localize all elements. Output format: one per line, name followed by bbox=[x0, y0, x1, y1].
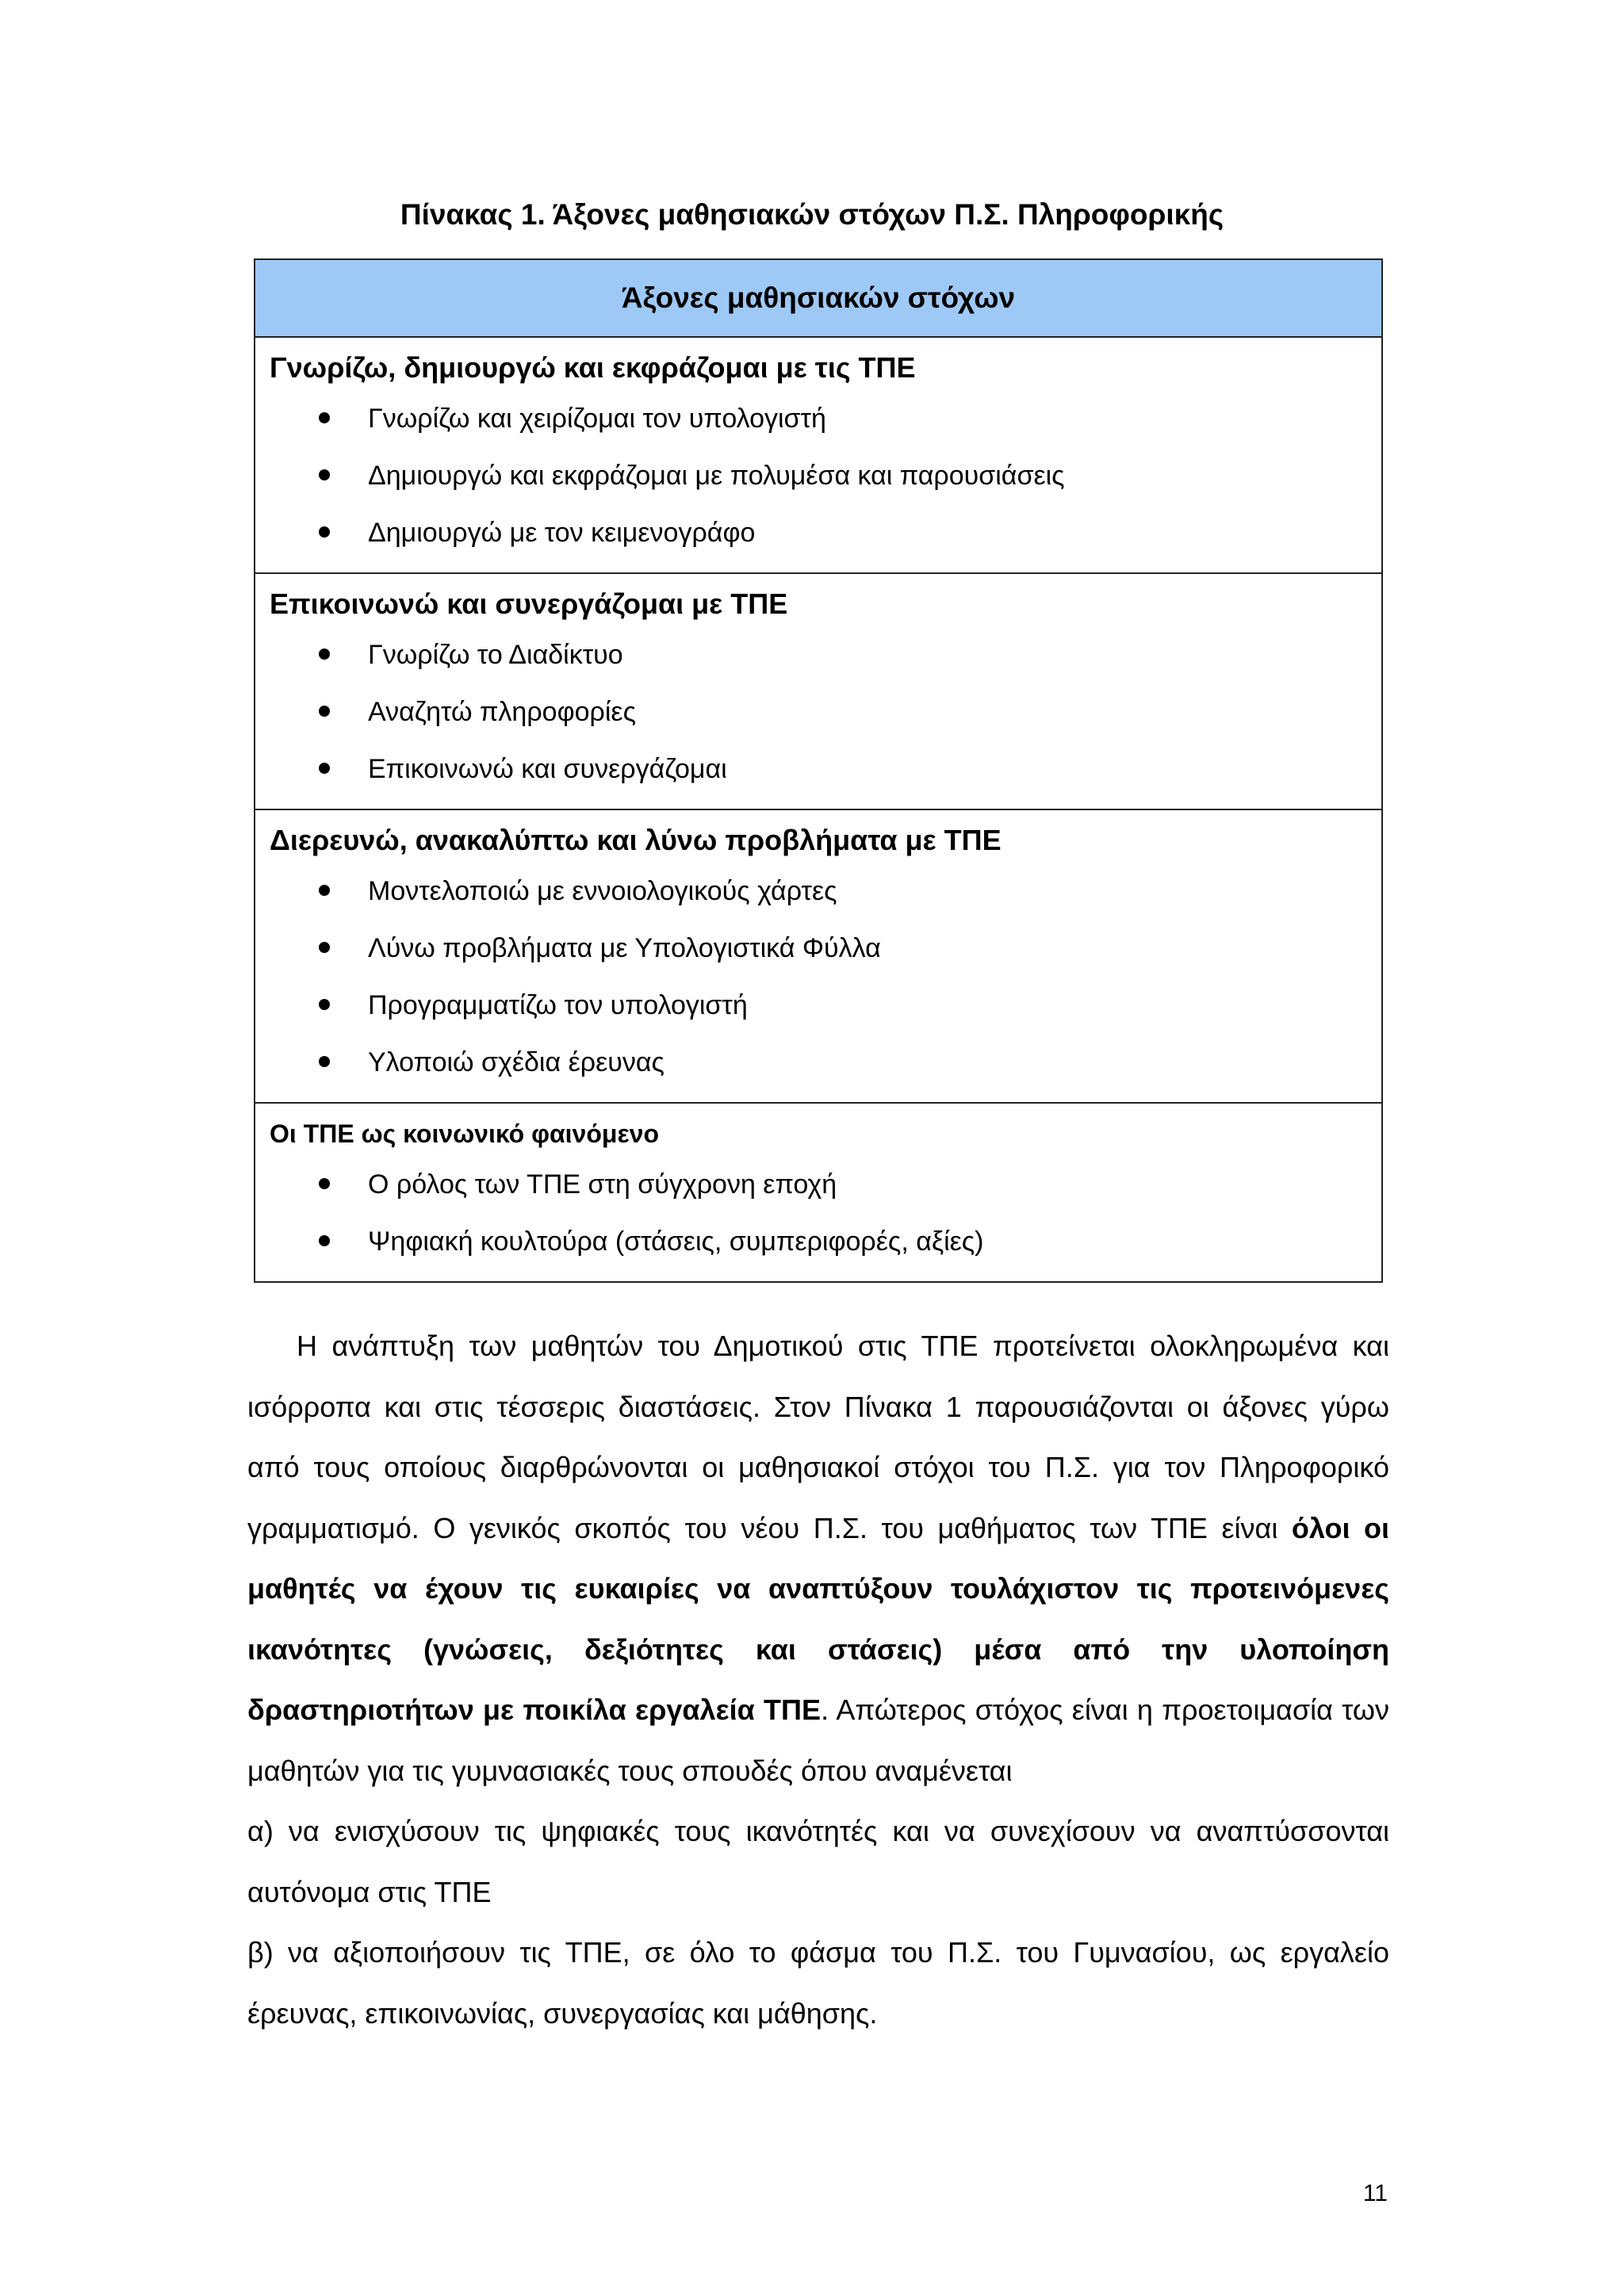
table-section bbox=[255, 338, 1381, 574]
list-item: Δημιουργώ και εκφράζομαι με πολυμέσα και παρουσιάσεις bbox=[255, 447, 1381, 504]
table-section bbox=[255, 810, 1381, 1104]
list-item: Μοντελοποιώ με εννοιολογικούς χάρτες bbox=[255, 863, 1381, 920]
list-item: Επικοινωνώ και συνεργάζομαι bbox=[255, 740, 1381, 798]
list-item: Δημιουργώ με τον κειμενογράφο bbox=[255, 504, 1381, 561]
table-section bbox=[255, 574, 1381, 810]
bullet-icon bbox=[319, 649, 330, 660]
bullet-icon bbox=[319, 763, 330, 774]
bullet-list bbox=[255, 863, 1381, 1091]
table-header: Άξονες μαθησιακών στόχων bbox=[255, 260, 1381, 338]
section-title: Διερευνώ, ανακαλύπτω και λύνω προβλήματα με ΤΠΕ bbox=[270, 824, 1002, 856]
section-title: Επικοινωνώ και συνεργάζομαι με ΤΠΕ bbox=[270, 587, 788, 620]
page-number: 11 bbox=[1362, 2180, 1388, 2206]
body-text bbox=[247, 1316, 1389, 2044]
list-item: Λύνω προβλήματα με Υπολογιστικά Φύλλα bbox=[255, 920, 1381, 977]
bullet-list bbox=[255, 1156, 1381, 1270]
bullet-icon bbox=[319, 1235, 330, 1246]
list-item: Ο ρόλος των ΤΠΕ στη σύγχρονη εποχή bbox=[255, 1156, 1381, 1213]
bold-text: όλοι οι μαθητές να έχουν τις ευκαιρίες να αναπτύξουν τουλάχιστον τις προτεινόμενες ικανότητες (γνώσεις, δεξιότητες και στάσεις) μέσα από την υλοποίηση δραστηριοτήτων με ποικίλα εργαλεία ΤΠΕ bbox=[247, 1511, 1389, 1726]
list-item: Γνωρίζω το Διαδίκτυο bbox=[255, 626, 1381, 683]
table-caption: Πίνακας 1. Άξονες μαθησιακών στόχων Π.Σ. Πληροφορικής bbox=[400, 198, 1224, 231]
paragraph: α) να ενισχύσουν τις ψηφιακές τους ικανότητές και να συνεχίσουν να αναπτύσσονται αυτόνομα στις ΤΠΕ bbox=[247, 1815, 1389, 1908]
list-item: Γνωρίζω και χειρίζομαι τον υπολογιστή bbox=[255, 390, 1381, 447]
bullet-icon bbox=[319, 469, 330, 480]
paragraph: Η ανάπτυξη των μαθητών του Δημοτικού στις ΤΠΕ προτείνεται ολοκληρωμένα και ισόρροπα και στις τέσσερις διαστάσεις. Στον Πίνακα 1 παρουσιάζονται οι άξονες γύρω από τους οποίους διαρθρώνονται οι μαθησιακοί στόχοι του Π.Σ. για τον Πληροφορικό γραμματισμό. Ο γενικός σκοπός του νέου Π.Σ. του μαθήματος των ΤΠΕ είναι όλοι οι μαθητές να έχουν τις ευκαιρίες να αναπτύξουν τουλάχιστον τις προτεινόμενες ικανότητες (γνώσεις, δεξιότητες και στάσεις) μέσα από την υλοποίηση δραστηριοτήτων με ποικίλα εργαλεία ΤΠΕ. Απώτερος στόχος είναι η προετοιμασία των μαθητών για τις γυμνασιακές τους σπουδές όπου αναμένεται bbox=[247, 1330, 1389, 1787]
list-item: Ψηφιακή κουλτούρα (στάσεις, συμπεριφορές, αξίες) bbox=[255, 1213, 1381, 1270]
bullet-icon bbox=[319, 1178, 330, 1189]
bullet-icon bbox=[319, 706, 330, 717]
bullet-icon bbox=[319, 412, 330, 423]
bullet-list bbox=[255, 626, 1381, 798]
paragraph: β) να αξιοποιήσουν τις ΤΠΕ, σε όλο το φάσμα του Π.Σ. του Γυμνασίου, ως εργαλείο έρευνας, επικοινωνίας, συνεργασίας και μάθησης. bbox=[247, 1936, 1389, 2030]
list-item: Προγραμματίζω τον υπολογιστή bbox=[255, 977, 1381, 1034]
bullet-list bbox=[255, 390, 1381, 561]
bullet-icon bbox=[319, 999, 330, 1010]
list-item: Υλοποιώ σχέδια έρευνας bbox=[255, 1034, 1381, 1091]
table-section bbox=[255, 1104, 1381, 1281]
bullet-icon bbox=[319, 1056, 330, 1067]
bullet-icon bbox=[319, 942, 330, 953]
section-title: Οι ΤΠΕ ως κοινωνικό φαινόμενο bbox=[270, 1119, 659, 1148]
list-item: Αναζητώ πληροφορίες bbox=[255, 683, 1381, 740]
section-title: Γνωρίζω, δημιουργώ και εκφράζομαι με τις ΤΠΕ bbox=[270, 351, 916, 384]
bullet-icon bbox=[319, 526, 330, 538]
bullet-icon bbox=[319, 885, 330, 896]
objectives-table bbox=[254, 258, 1383, 1283]
